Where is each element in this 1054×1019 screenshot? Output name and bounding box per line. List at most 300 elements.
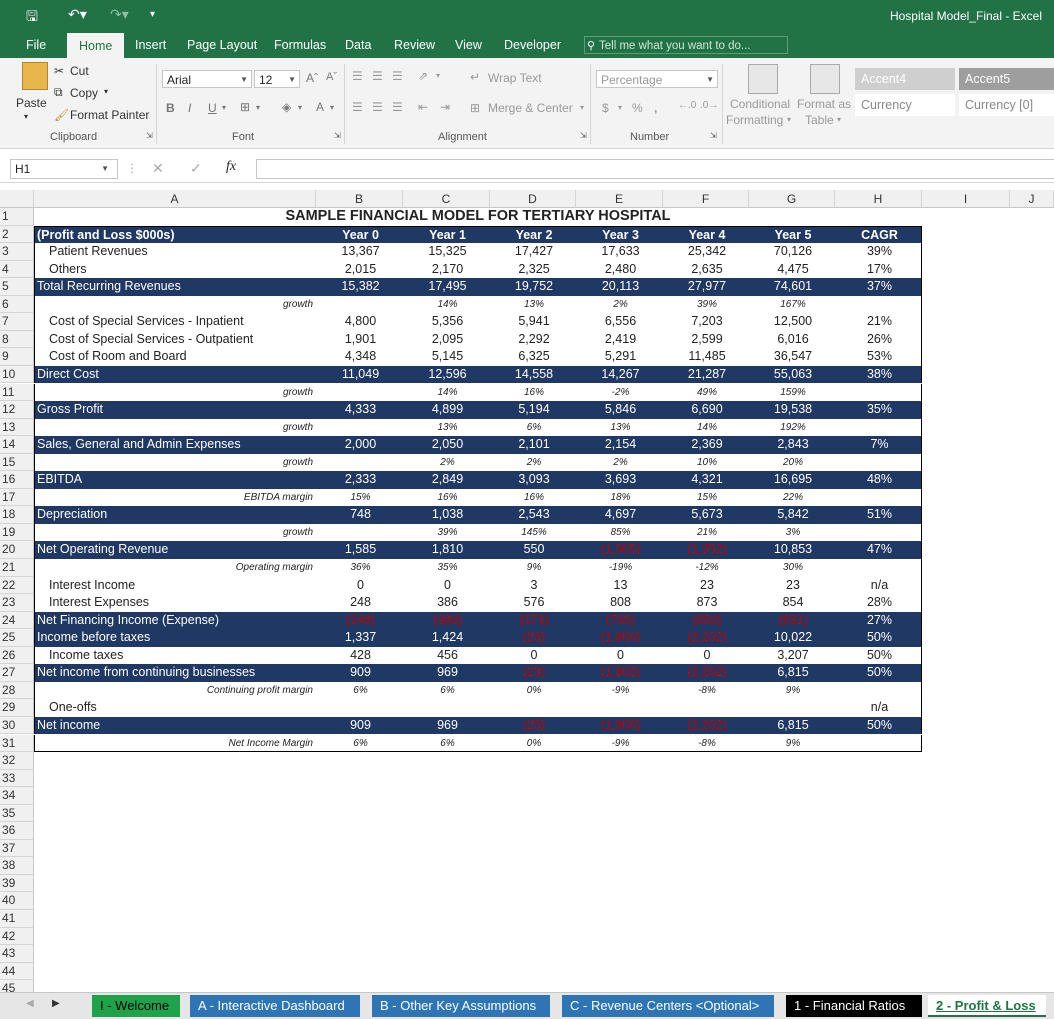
cell-value[interactable]: 23 — [786, 577, 800, 592]
align-left-icon[interactable]: ☰ — [352, 100, 363, 114]
row-header-17[interactable]: 17 — [0, 489, 34, 507]
wrap-text-button[interactable]: Wrap Text — [488, 71, 542, 85]
underline-icon[interactable]: U — [208, 101, 217, 115]
column-header-j[interactable]: J — [1010, 190, 1054, 208]
cell-style-currency[interactable]: Currency — [855, 94, 955, 116]
cell-value[interactable]: 14% — [696, 421, 717, 433]
cell-value[interactable]: 5,291 — [604, 349, 637, 364]
cell-value[interactable]: (850) — [692, 612, 722, 627]
row-header-15[interactable]: 15 — [0, 454, 34, 472]
formula-input[interactable] — [256, 159, 1054, 179]
cell-value[interactable]: 2% — [613, 298, 628, 310]
cell-value[interactable]: 2,015 — [344, 261, 377, 276]
cell-value[interactable]: 2,635 — [691, 261, 723, 276]
cell-value[interactable]: 11,049 — [341, 366, 380, 381]
row-header-9[interactable]: 9 — [0, 348, 34, 366]
cell-value[interactable] — [317, 454, 404, 471]
cell-value[interactable]: (831) — [778, 612, 808, 627]
cell-value[interactable]: 2,480 — [604, 261, 637, 276]
cell-value[interactable] — [836, 489, 923, 506]
cell-value[interactable]: 5,842 — [777, 507, 809, 522]
cell-value[interactable]: 9% — [526, 562, 542, 573]
cell-value[interactable]: 21% — [866, 314, 893, 329]
row-header-23[interactable]: 23 — [0, 594, 34, 612]
sheet-tab-3[interactable]: B - Other Key Assumptions — [372, 995, 550, 1017]
paste-dropdown-icon[interactable]: ▾ — [24, 112, 29, 121]
column-header-h[interactable]: H — [835, 190, 922, 208]
row-label[interactable]: Net Income Margin — [228, 737, 313, 749]
cell-value[interactable]: 0 — [444, 577, 451, 592]
cell-value[interactable]: 0% — [526, 737, 542, 749]
cell-value[interactable]: 1,337 — [344, 630, 377, 645]
row-header-11[interactable]: 11 — [0, 384, 34, 402]
bold-icon[interactable]: B — [166, 101, 175, 115]
format-as-table-dropdown-icon[interactable]: ▾ — [837, 115, 842, 124]
cell-style-accent5[interactable]: Accent5 — [959, 68, 1054, 90]
cell-value[interactable] — [317, 384, 404, 401]
italic-icon[interactable]: I — [188, 101, 192, 115]
tell-me-input[interactable]: ⚲ Tell me what you want to do... — [584, 36, 788, 54]
cell-value[interactable]: 4,475 — [777, 261, 809, 276]
cell-value[interactable]: (248) — [345, 612, 376, 627]
cell-value[interactable]: 21% — [696, 526, 717, 538]
align-right-icon[interactable]: ☰ — [392, 100, 403, 114]
row-header-10[interactable]: 10 — [0, 366, 34, 384]
row-header-12[interactable]: 12 — [0, 401, 34, 419]
cell-value[interactable]: 456 — [437, 647, 458, 662]
column-header-d[interactable]: D — [490, 190, 576, 208]
insert-function-icon[interactable]: fx — [226, 159, 237, 174]
tab-file[interactable]: File — [26, 38, 47, 52]
row-label[interactable]: Net income from continuing businesses — [37, 665, 256, 680]
cell-value[interactable]: 428 — [350, 647, 371, 662]
cell-value[interactable] — [836, 735, 923, 752]
decrease-decimal-icon[interactable]: .0→ — [700, 100, 719, 111]
cell-value[interactable]: 1,585 — [344, 542, 377, 557]
sheet-tab-6[interactable]: 2 - Profit & Loss — [928, 995, 1046, 1017]
cell-value[interactable]: (2,202) — [687, 717, 727, 732]
cell-value[interactable]: 36,547 — [773, 349, 813, 364]
cell-value[interactable]: 50% — [866, 665, 893, 680]
cell-value[interactable]: 808 — [610, 595, 631, 610]
cell-value[interactable] — [317, 524, 404, 541]
cell-value[interactable]: 5,145 — [431, 349, 464, 364]
row-header-32[interactable]: 32 — [0, 752, 34, 770]
clipboard-launcher-icon[interactable]: ⇲ — [146, 131, 153, 140]
cell-value[interactable]: (795) — [605, 612, 636, 627]
row-label[interactable]: EBITDA margin — [243, 491, 313, 503]
cell-value[interactable]: 4,697 — [604, 507, 637, 522]
cell-value[interactable]: 49% — [696, 386, 717, 398]
font-name-combo[interactable]: Arial ▼ — [162, 70, 252, 88]
cell-value[interactable]: 39% — [437, 526, 458, 538]
cell-value[interactable]: 74,601 — [773, 279, 813, 294]
increase-indent-icon[interactable]: ⇥ — [440, 100, 451, 114]
undo-icon[interactable]: ↶▾ — [68, 6, 87, 22]
cell-value[interactable] — [317, 699, 404, 716]
redo-icon[interactable]: ↷▾ — [110, 6, 129, 22]
cell-value[interactable]: 15,382 — [341, 279, 380, 294]
decrease-indent-icon[interactable]: ⇤ — [418, 100, 429, 114]
name-box[interactable]: H1 ▼ — [10, 159, 118, 179]
cell-value[interactable]: 3,207 — [777, 647, 809, 662]
row-label[interactable]: Interest Income — [49, 577, 136, 592]
row-label[interactable]: growth — [282, 386, 313, 398]
cell-value[interactable]: (1,005) — [600, 542, 641, 557]
cell-value[interactable]: Year 4 — [688, 227, 726, 242]
accounting-format-button[interactable]: $ — [602, 101, 609, 115]
cell-value[interactable]: 53% — [866, 349, 893, 364]
cell-value[interactable]: 2% — [526, 456, 542, 468]
row-header-36[interactable]: 36 — [0, 822, 34, 840]
row-label[interactable]: EBITDA — [37, 472, 83, 487]
cell-value[interactable]: 969 — [437, 665, 458, 680]
cell-value[interactable]: 576 — [523, 595, 545, 610]
row-header-8[interactable]: 8 — [0, 331, 34, 349]
cell-value[interactable]: 5,846 — [604, 402, 637, 417]
cell-value[interactable] — [836, 384, 923, 401]
cell-value[interactable]: 39% — [696, 298, 717, 310]
cell-value[interactable]: 1,901 — [344, 331, 377, 346]
cell-value[interactable]: 36% — [350, 562, 371, 573]
cell-value[interactable]: (2,202) — [687, 665, 727, 680]
row-label[interactable]: Net income — [37, 717, 101, 732]
row-header-25[interactable]: 25 — [0, 629, 34, 647]
row-header-19[interactable]: 19 — [0, 524, 34, 542]
row-header-27[interactable]: 27 — [0, 664, 34, 682]
cell-value[interactable]: 6,325 — [518, 349, 550, 364]
paste-button[interactable]: Paste — [16, 96, 47, 110]
scroll-right-icon[interactable]: ▶ — [52, 998, 60, 1009]
cell-value[interactable]: 5,941 — [518, 314, 550, 329]
cell-value[interactable]: 25,342 — [687, 244, 727, 259]
tab-page-layout[interactable]: Page Layout — [187, 38, 258, 52]
cell-value[interactable]: 12,596 — [428, 366, 467, 381]
borders-dropdown-icon[interactable]: ▾ — [256, 103, 261, 112]
cell-value[interactable] — [317, 296, 404, 313]
row-label[interactable]: Interest Expenses — [49, 595, 150, 610]
cancel-icon[interactable]: ✕ — [152, 160, 164, 176]
cell-value[interactable]: 6,016 — [777, 331, 809, 346]
cell-value[interactable]: 37% — [866, 279, 893, 294]
merge-dropdown-icon[interactable]: ▾ — [580, 103, 585, 112]
sheet-tab-1[interactable]: I - Welcome — [92, 995, 180, 1017]
cell-value[interactable]: Year 3 — [602, 227, 639, 242]
sheet-tab-2[interactable]: A - Interactive Dashboard — [190, 995, 360, 1017]
row-header-24[interactable]: 24 — [0, 612, 34, 630]
cell-value[interactable]: 18% — [610, 491, 631, 503]
cell-value[interactable]: 27% — [866, 612, 893, 627]
cell-value[interactable]: 3,093 — [518, 472, 550, 487]
cell-value[interactable] — [664, 699, 750, 716]
row-label[interactable]: Cost of Room and Board — [49, 349, 187, 364]
cell-value[interactable]: 35% — [866, 402, 893, 417]
row-header-29[interactable]: 29 — [0, 699, 34, 717]
cell-value[interactable]: 4,348 — [344, 349, 377, 364]
column-header-g[interactable]: G — [749, 190, 835, 208]
cell-value[interactable] — [750, 699, 836, 716]
cell-value[interactable]: 47% — [866, 542, 893, 557]
column-header-c[interactable]: C — [403, 190, 490, 208]
row-label[interactable]: Net Operating Revenue — [37, 542, 169, 557]
cell-value[interactable]: 20% — [782, 456, 803, 468]
cell-value[interactable]: 15% — [696, 491, 717, 503]
cell-value[interactable]: 15,325 — [428, 244, 467, 259]
cell-value[interactable]: 159% — [780, 386, 806, 398]
cell-value[interactable]: Year 5 — [774, 227, 812, 242]
align-center-icon[interactable]: ☰ — [372, 100, 383, 114]
cell-value[interactable]: 17,633 — [601, 244, 640, 259]
cell-value[interactable]: 6,556 — [604, 314, 637, 329]
cell-value[interactable]: -2% — [611, 386, 630, 398]
row-label[interactable]: Total Recurring Revenues — [37, 279, 181, 294]
sheet-title[interactable]: SAMPLE FINANCIAL MODEL FOR TERTIARY HOSPITAL — [285, 208, 671, 224]
cell-value[interactable]: (573) — [519, 612, 549, 627]
customize-qat-icon[interactable]: ▾ — [150, 9, 156, 20]
cell-value[interactable]: 6,690 — [691, 402, 723, 417]
copy-dropdown-icon[interactable]: ▾ — [104, 87, 109, 96]
cell-value[interactable]: (1,352) — [687, 542, 727, 557]
cell-value[interactable]: 6% — [440, 737, 455, 749]
cell-value[interactable] — [577, 699, 664, 716]
borders-icon[interactable]: ⊞ — [240, 100, 251, 114]
cell-value[interactable] — [836, 524, 923, 541]
row-label[interactable]: Income before taxes — [37, 630, 151, 645]
cell-value[interactable]: CAGR — [861, 227, 898, 242]
row-header-41[interactable]: 41 — [0, 910, 34, 928]
sheet-tab-5[interactable]: 1 - Financial Ratios — [786, 995, 922, 1017]
row-header-2[interactable]: 2 — [0, 226, 34, 244]
row-header-18[interactable]: 18 — [0, 506, 34, 524]
row-header-38[interactable]: 38 — [0, 857, 34, 875]
cell-value[interactable]: 10,022 — [773, 630, 813, 645]
column-header-f[interactable]: F — [663, 190, 749, 208]
cell-value[interactable]: 11,485 — [688, 349, 726, 364]
cell-value[interactable]: 7% — [870, 437, 889, 452]
row-header-31[interactable]: 31 — [0, 735, 34, 753]
align-middle-icon[interactable]: ☰ — [372, 69, 383, 83]
row-header-44[interactable]: 44 — [0, 963, 34, 981]
scroll-left-icon[interactable]: ◀ — [26, 998, 34, 1009]
cell-value[interactable]: 2,599 — [691, 331, 723, 346]
tab-data[interactable]: Data — [345, 38, 372, 52]
cell-value[interactable] — [317, 419, 404, 436]
cell-value[interactable]: 748 — [350, 507, 371, 522]
tab-insert[interactable]: Insert — [135, 38, 167, 52]
row-label[interactable]: Gross Profit — [37, 402, 103, 417]
cell-value[interactable] — [404, 699, 491, 716]
row-header-14[interactable]: 14 — [0, 436, 34, 454]
cell-value[interactable]: (23) — [522, 717, 546, 732]
cell-value[interactable]: 909 — [350, 717, 371, 732]
copy-button[interactable]: Copy — [70, 86, 99, 100]
cell-value[interactable]: 167% — [780, 298, 806, 310]
shrink-font-icon[interactable]: Aˇ — [326, 71, 337, 83]
cell-value[interactable]: 13% — [437, 421, 458, 433]
cell-style-accent4[interactable]: Accent4 — [855, 68, 955, 90]
row-header-1[interactable]: 1 — [0, 208, 34, 226]
cell-value[interactable]: 38% — [866, 366, 893, 381]
tab-review[interactable]: Review — [394, 38, 435, 52]
cell-value[interactable]: 22% — [782, 491, 803, 503]
cell-value[interactable]: 17,427 — [514, 244, 554, 259]
row-header-30[interactable]: 30 — [0, 717, 34, 735]
row-header-21[interactable]: 21 — [0, 559, 34, 577]
cell-value[interactable]: 39% — [866, 244, 893, 259]
cell-value[interactable]: 2,095 — [431, 331, 464, 346]
cell-value[interactable]: 969 — [437, 717, 458, 732]
accounting-dropdown-icon[interactable]: ▾ — [618, 103, 623, 112]
cell-value[interactable]: 6,815 — [777, 665, 809, 680]
cell-value[interactable]: 4,321 — [691, 472, 723, 487]
cell-value[interactable]: 2,325 — [518, 261, 550, 276]
cell-value[interactable] — [836, 454, 923, 471]
row-header-22[interactable]: 22 — [0, 577, 34, 595]
cell-value[interactable]: 35% — [437, 562, 458, 573]
cell-value[interactable]: 7,203 — [691, 314, 723, 329]
row-header-39[interactable]: 39 — [0, 875, 34, 893]
cell-value[interactable]: 3 — [530, 577, 538, 592]
cell-value[interactable]: 16,695 — [773, 472, 813, 487]
cell-value[interactable]: (2,202) — [687, 630, 727, 645]
cell-value[interactable]: 9% — [785, 737, 801, 749]
row-header-40[interactable]: 40 — [0, 892, 34, 910]
cell-value[interactable]: 2,333 — [344, 472, 377, 487]
cell-value[interactable] — [836, 682, 923, 699]
row-header-3[interactable]: 3 — [0, 243, 34, 261]
cell-value[interactable]: (1,800) — [600, 665, 641, 680]
cell-value[interactable]: -12% — [695, 562, 719, 573]
cell-value[interactable]: 48% — [866, 472, 893, 487]
cell-value[interactable]: 85% — [610, 526, 631, 538]
cell-value[interactable]: Year 0 — [342, 227, 379, 242]
cell-value[interactable]: 13 — [613, 577, 628, 592]
column-header-a[interactable]: A — [34, 190, 316, 208]
row-header-42[interactable]: 42 — [0, 928, 34, 946]
cell-value[interactable]: 27,977 — [687, 279, 727, 294]
conditional-formatting-button[interactable]: Conditional — [730, 97, 791, 111]
cell-value[interactable]: 10,853 — [773, 542, 813, 557]
cell-value[interactable]: 5,356 — [431, 314, 464, 329]
row-label[interactable]: Cost of Special Services - Inpatient — [49, 314, 244, 329]
cell-value[interactable]: n/a — [870, 700, 889, 715]
orientation-icon[interactable]: ⇗ — [418, 69, 429, 83]
tab-view[interactable]: View — [455, 38, 482, 52]
grow-font-icon[interactable]: Aˆ — [306, 71, 318, 85]
save-icon[interactable]: 🖫 — [26, 8, 38, 24]
sheet-tab-4[interactable]: C - Revenue Centers <Optional> — [562, 995, 774, 1017]
select-all-corner[interactable] — [0, 190, 34, 208]
cell-value[interactable]: 2,543 — [518, 507, 550, 522]
cell-value[interactable] — [491, 699, 577, 716]
row-label[interactable]: growth — [282, 421, 313, 433]
row-header-45[interactable]: 45 — [0, 980, 34, 992]
cell-value[interactable]: 873 — [696, 595, 718, 610]
cell-style-currency-0[interactable]: Currency [0] — [959, 94, 1054, 116]
font-size-combo[interactable]: 12 ▼ — [254, 70, 300, 88]
cell-value[interactable]: 909 — [350, 665, 371, 680]
cell-value[interactable]: 248 — [350, 595, 371, 610]
cell-value[interactable]: 2,000 — [344, 437, 377, 452]
cell-value[interactable]: 21,287 — [687, 366, 727, 381]
cell-value[interactable]: 0 — [530, 647, 538, 662]
font-color-dropdown-icon[interactable]: ▾ — [330, 103, 335, 112]
cell-value[interactable]: 4,333 — [344, 402, 377, 417]
cell-value[interactable]: 19,538 — [773, 402, 813, 417]
cell-value[interactable]: 50% — [866, 717, 893, 732]
cell-value[interactable]: 14,558 — [514, 366, 554, 381]
percent-style-button[interactable]: % — [632, 101, 643, 115]
cell-value[interactable]: 30% — [782, 562, 803, 573]
cell-value[interactable]: 16% — [523, 386, 544, 398]
cell-value[interactable]: 12,500 — [773, 314, 813, 329]
number-format-combo[interactable]: Percentage ▼ — [596, 70, 718, 88]
cell-value[interactable]: 854 — [782, 595, 804, 610]
cell-value[interactable]: 4,800 — [344, 314, 377, 329]
row-header-34[interactable]: 34 — [0, 787, 34, 805]
cell-value[interactable]: (23) — [522, 665, 546, 680]
cell-value[interactable] — [836, 296, 923, 313]
chevron-down-icon[interactable]: ▼ — [101, 164, 109, 173]
tab-formulas[interactable]: Formulas — [274, 38, 327, 52]
row-label[interactable]: Depreciation — [37, 507, 108, 522]
cell-value[interactable]: -9% — [611, 737, 630, 749]
row-label[interactable]: Income taxes — [49, 647, 124, 662]
cell-value[interactable]: 0 — [703, 647, 711, 662]
cell-value[interactable]: 17% — [866, 261, 893, 276]
cell-value[interactable]: 2% — [440, 456, 455, 468]
cell-value[interactable]: 13,367 — [341, 244, 380, 259]
row-label[interactable]: growth — [282, 298, 313, 310]
underline-dropdown-icon[interactable]: ▾ — [222, 103, 227, 112]
cell-value[interactable]: 2,849 — [431, 472, 464, 487]
cell-value[interactable]: 70,126 — [773, 244, 813, 259]
cell-value[interactable]: 2,170 — [431, 261, 464, 276]
merge-center-button[interactable]: Merge & Center — [488, 101, 573, 115]
cell-value[interactable]: 26% — [866, 331, 893, 346]
row-header-28[interactable]: 28 — [0, 682, 34, 700]
cell-value[interactable]: (386) — [432, 612, 463, 627]
row-label[interactable]: growth — [282, 456, 313, 468]
cell-value[interactable]: 0 — [617, 647, 624, 662]
format-as-table-button[interactable]: Format as — [797, 97, 852, 111]
cell-value[interactable]: n/a — [870, 577, 889, 592]
cell-value[interactable]: 0 — [357, 577, 364, 592]
font-color-icon[interactable]: A — [316, 100, 325, 114]
column-header-b[interactable]: B — [316, 190, 403, 208]
row-header-7[interactable]: 7 — [0, 313, 34, 331]
font-launcher-icon[interactable]: ⇲ — [334, 131, 341, 140]
cell-value[interactable]: 6% — [526, 421, 542, 433]
cell-value[interactable]: 3% — [785, 526, 801, 538]
cell-value[interactable]: (1,800) — [600, 717, 641, 732]
cell-value[interactable]: 1,810 — [431, 542, 464, 557]
cell-value[interactable]: 550 — [523, 542, 545, 557]
cell-value[interactable]: 14,267 — [601, 366, 640, 381]
cell-value[interactable] — [836, 559, 923, 576]
cell-value[interactable]: 1,424 — [431, 630, 464, 645]
row-header-33[interactable]: 33 — [0, 770, 34, 788]
row-label[interactable]: Others — [49, 261, 87, 276]
row-label[interactable]: Continuing profit margin — [206, 684, 313, 696]
cell-value[interactable]: 192% — [780, 421, 806, 433]
cell-value[interactable]: 28% — [866, 595, 893, 610]
number-launcher-icon[interactable]: ⇲ — [710, 131, 717, 140]
row-header-43[interactable]: 43 — [0, 945, 34, 963]
row-header-4[interactable]: 4 — [0, 261, 34, 279]
cell-value[interactable]: 2,419 — [604, 331, 637, 346]
cell-value[interactable]: 51% — [866, 507, 893, 522]
